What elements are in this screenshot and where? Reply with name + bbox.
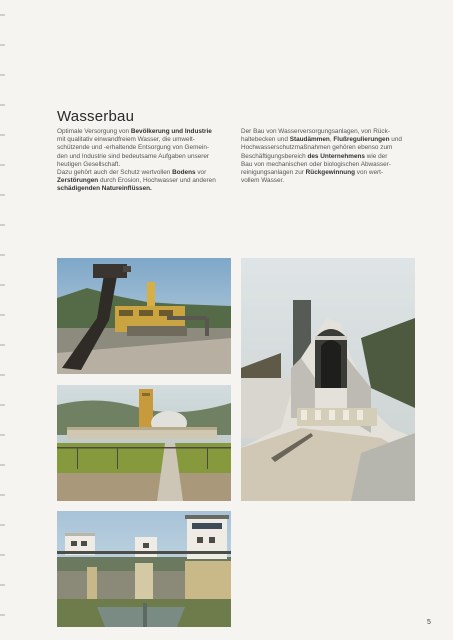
text-span: Rückgewinnung	[305, 169, 356, 177]
photo-dam-spillway	[241, 258, 415, 501]
text-span: Staudämmen	[289, 136, 330, 144]
text-span: Dazu gehört auch der Schutz wertvollen	[57, 169, 173, 177]
text-line: mit qualitativ einwandfreiem Wasser, die umwelt-	[57, 136, 195, 144]
text-line: Hochwasserschutzmaßnahmen gehören ebenso zum	[241, 144, 393, 152]
text-span: Bodens	[172, 169, 196, 177]
text-span: ,	[329, 136, 334, 144]
text-line: den und Industrie sind bedeutsame Aufgaben unserer	[57, 152, 210, 160]
text-span: Flußregulierungen	[333, 136, 390, 144]
text-span: vor	[195, 169, 207, 177]
text-span: Optimale Versorgung von	[57, 128, 131, 135]
text-span: Zerstörungen	[57, 177, 99, 185]
text-span: von wert-	[355, 169, 384, 177]
text-line: Bau von mechanischen oder biologischen Abwasser-	[241, 160, 391, 168]
text-span: wie der	[364, 152, 388, 160]
text-span: des Unternehmens	[307, 152, 365, 160]
text-span: Bevölkerung und Industrie	[130, 128, 212, 135]
text-line: vollem Wasser.	[241, 177, 285, 185]
text-span: reinigungsanlagen zur	[241, 169, 306, 177]
text-line: Der Bau von Wasserversorgungsanlagen, von Rück-	[241, 128, 390, 135]
text-span: Beschäftigungsbereich	[241, 152, 308, 160]
text-line: schützende und -erhaltende Entsorgung von Gemein-	[57, 144, 210, 152]
text-span: durch Erosion, Hochwasser und anderen	[98, 177, 216, 185]
page-title: Wasserbau	[57, 108, 135, 125]
photo-weir-structure	[57, 511, 231, 627]
photo-excavator-construction	[57, 258, 231, 374]
text-line: heutigen Gesellschaft.	[57, 160, 121, 168]
text-span: schädigenden Natureinflüssen.	[57, 185, 152, 193]
page-number: 5	[427, 619, 431, 626]
intro-text-left	[57, 128, 235, 194]
text-span: und	[389, 136, 402, 144]
text-span: haltebecken und	[241, 136, 290, 144]
intro-text-right	[241, 128, 419, 185]
photo-treatment-plant	[57, 385, 231, 501]
binding-edge	[0, 0, 5, 640]
